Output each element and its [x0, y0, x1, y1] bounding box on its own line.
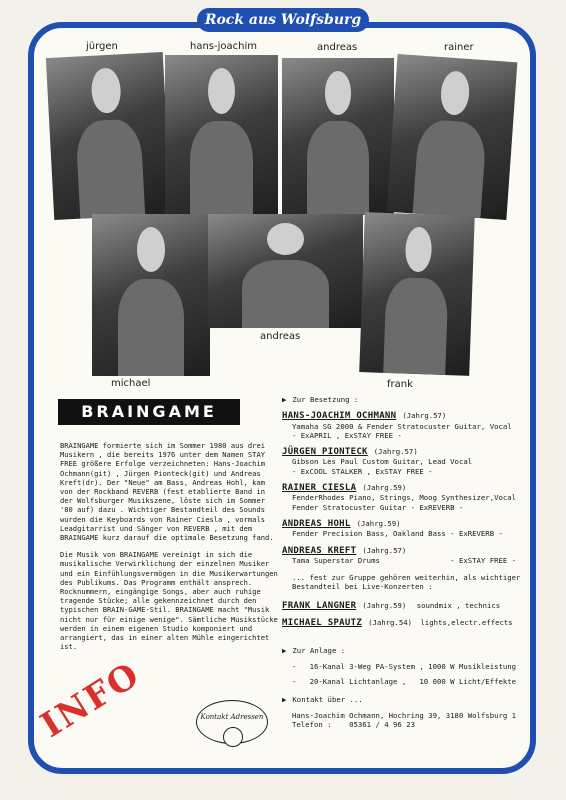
member-year: (Jahrg.59) [356, 518, 401, 528]
photo-frank [359, 212, 475, 376]
caption-frank: frank [387, 379, 413, 390]
member-entry [282, 483, 522, 512]
member-name: JÜRGEN PIONTECK [282, 447, 368, 458]
crew-note: ... fest zur Gruppe gehören weiterhin, als wichtiger Bestandteil bei Live-Konzerten : [292, 573, 521, 592]
crew-entry [282, 618, 522, 628]
member-detail: Tama Superstar Drums - ExSTAY FREE - [292, 555, 517, 565]
photo-rainer [387, 54, 518, 220]
band-title: BRAINGAME [58, 399, 240, 425]
lineup-column [282, 395, 522, 729]
contact-phone: Telefon : 05361 / 4 96 23 [292, 719, 416, 729]
caption-hans-joachim: hans-joachim [190, 41, 258, 52]
face-icon [223, 727, 243, 747]
member-entry [282, 546, 522, 566]
caption-michael: michael [111, 378, 151, 389]
member-detail: Yamaha SG 2000 & Fender Stratocuster Guitar, Vocal [292, 421, 512, 431]
equipment-item: - 20-Kanal Lichtanlage , 10 000 W Licht/Effekte [292, 676, 517, 686]
crew-name: FRANK LANGNER [282, 600, 357, 611]
arrow-icon: ▶ [282, 395, 287, 404]
description-paragraph: BRAINGAME formierte sich im Sommer 1980 aus drei Musikern , die bereits 1976 unter dem Namen STAY FREE größere Erfolge verzeichneten: Hans-Joachim Ochmann(git) , Jürgen Pionteck(git) und Andreas Kreft(dr). Der "Neue" am Bass, Andreas Hohl, kam von der Rockband REVERB (fest etablierte Band in der Wolfsburger Musikszene, löste sich im Sommer '80 auf) dazu . Wichtiger Bestandteil des Sounds wurden die Keyboards von Rainer Ciesla , vormals Leadgitarrist und Sänger von REVERB , mit dem BRAINGAME kurz darauf die optimale Besetzung fand. [60, 441, 274, 543]
member-name: RAINER CIESLA [282, 483, 357, 494]
member-name: ANDREAS HOHL [282, 518, 351, 529]
lineup-heading: ▶ Zur Besetzung : [282, 395, 359, 404]
photo-jurgen [46, 52, 171, 220]
crew-role: soundmix , technics [416, 600, 501, 610]
equipment-item: - 16-Kanal 3-Weg PA-System , 1000 W Musikleistung [292, 661, 517, 671]
photo-andreas-top [282, 58, 394, 215]
crew-role: lights,electr.effects [420, 618, 513, 628]
member-year: (Jahrg.59) [362, 483, 407, 493]
arrow-icon: ▶ [282, 695, 287, 705]
member-name: HANS-JOACHIM OCHMANN [282, 411, 397, 422]
member-name: ANDREAS KREFT [282, 545, 357, 556]
caption-jurgen: jürgen [86, 41, 118, 52]
caption-rainer: rainer [444, 42, 474, 53]
caption-andreas-mid: andreas [260, 331, 301, 342]
info-stamp: INFO [34, 654, 148, 746]
member-entry [282, 447, 522, 476]
contact-logo: Kontakt Adressen [196, 700, 268, 744]
member-detail: - ExAPRIL , ExSTAY FREE - [292, 430, 402, 440]
header-banner: Rock aus Wolfsburg [197, 8, 369, 32]
caption-andreas-top: andreas [317, 42, 358, 53]
crew-year: (Jahrg.54) [368, 618, 412, 628]
member-detail: FenderRhodes Piano, Strings, Moog Synthesizer,Vocal [292, 493, 517, 503]
contact-heading: ▶ Kontakt über ... [282, 695, 363, 705]
member-entry [282, 411, 522, 440]
photo-michael [92, 214, 210, 376]
arrow-icon: ▶ [282, 646, 287, 656]
equipment-heading: ▶ Zur Anlage : [282, 646, 346, 656]
band-description [60, 441, 280, 659]
description-paragraph: Die Musik von BRAINGAME vereinigt in sich die musikalische Verwirklichung der einzelnen Musiker und ein Einfühlungsvermögen in die Musikerwartungen des Publikums. Das Programm enthält ansprech. Rocknummern, eingängige Songs, aber auch ruhige tragende Stücke; alle gekennzeichnet durch den typischen BRAIN-GAME-Stil. BRAINGAME macht "Musik nicht nur für einige wenige". Sämtliche Musikstücke werden in einem eigenen Studio komponiert und arrangiert, das in einer alten Mühle eingerichtet ist. [60, 550, 278, 652]
member-entry [282, 519, 522, 539]
member-detail: - ExCOOL STALKER , ExSTAY FREE - [292, 466, 433, 476]
member-detail: Fender Stratocuster Guitar - ExREVERB - [292, 502, 464, 512]
contact-address: Hans-Joachim Ochmann, Hochring 39, 3180 Wolfsburg 1 [292, 710, 517, 720]
crew-name: MICHAEL SPAUTZ [282, 618, 363, 629]
crew-year: (Jahrg.59) [362, 600, 407, 610]
member-detail: Fender Precision Bass, Oakland Bass - ExREVERB - [292, 529, 503, 539]
photo-hans-joachim [165, 55, 278, 220]
member-year: (Jahrg.57) [402, 411, 447, 421]
member-year: (Jahrg.57) [362, 545, 407, 555]
crew-entry [282, 601, 522, 611]
member-year: (Jahrg.57) [373, 447, 418, 457]
member-detail: Gibson Les Paul Custom Guitar, Lead Vocal [292, 457, 473, 467]
photo-andreas-mid [208, 214, 363, 328]
